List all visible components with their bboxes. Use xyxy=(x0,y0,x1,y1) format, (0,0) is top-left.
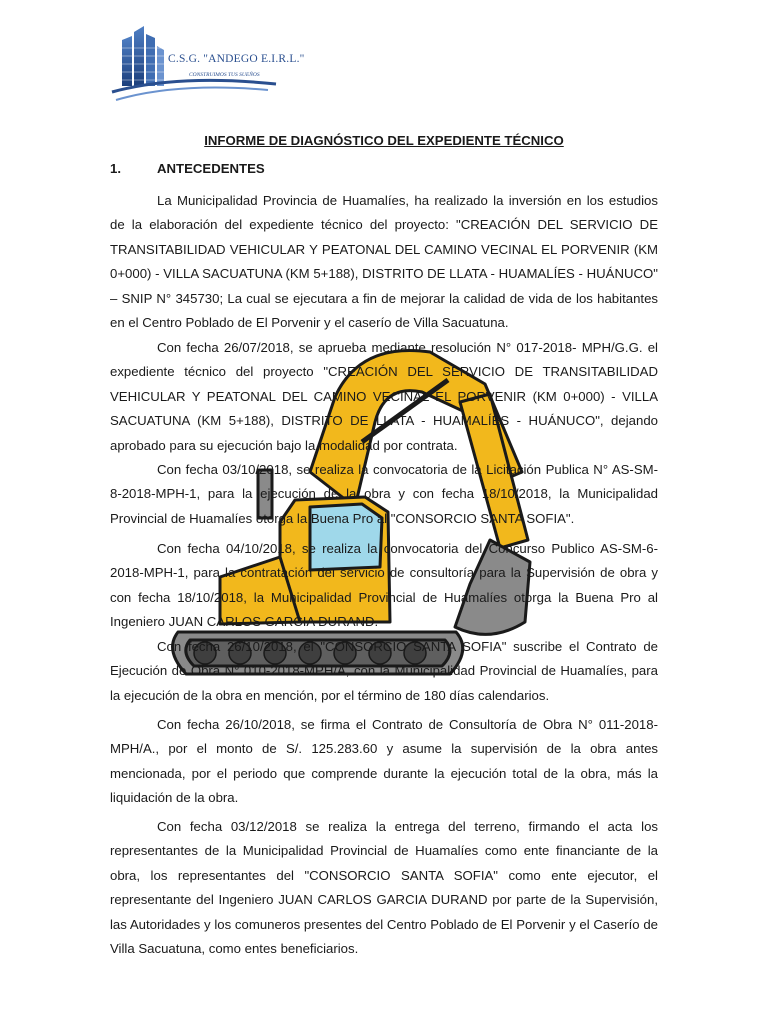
company-logo xyxy=(108,24,305,108)
section-number: 1. xyxy=(110,161,121,176)
paragraph: Con fecha 26/07/2018, se aprueba mediante resolución N° 017-2018- MPH/G.G. el expediente técnico del proyecto "CREACIÓN DEL SERVICIO DE TRANSITABILIDAD VEHICULAR Y PEATONAL DEL CAMINO VECINAL EL PORVENIR (KM 0+000) - VILLA SACUATUNA (KM 5+188), DISTRITO DE LLATA - HUAMALÍES - HUÁNUCO", dejando aprobado para su ejecución bajo la modalidad por contrata. xyxy=(110,340,658,453)
paragraph: Con fecha 26/10/2018, el "CONSORCIO SANTA SOFIA" suscribe el Contrato de Ejecución de Obra N° 010-2018-MPH/A, con la Municipalidad Provincial de Huamalíes, para la ejecución de la obra en mención, por el término de 180 días calendarios. xyxy=(110,639,658,703)
paragraph: Con fecha 04/10/2018, se realiza la convocatoria del Concurso Publico AS-SM-6-2018-MPH-1, para la contratación del servicio de consultoría para la Supervisión de obra y con fecha 18/10/2018, la Municipalidad Provincial de Huamalíes otorga la Buena Pro al Ingeniero JUAN CARLOS GARCIA DURAND. xyxy=(110,541,658,630)
paragraph: Con fecha 03/10/2018, se realiza la convocatoria de la Licitación Publica N° AS-SM-8-2018-MPH-1, para la ejecución de la obra y con fecha 18/10/2018, la Municipalidad Provincial de Huamalíes otorga la Buena Pro al "CONSORCIO SANTA SOFIA". xyxy=(110,462,658,526)
paragraph: Con fecha 03/12/2018 se realiza la entrega del terreno, firmando el acta los representantes de la Municipalidad Provincial de Huamalíes como ente financiante de la obra, los representantes del "CONSORCIO SANTA SOFIA" como ente ejecutor, el representante del Ingeniero JUAN CARLOS GARCIA DURAND por parte de la Supervisión, las Autoridades y los comuneros presentes del Centro Poblado de El Porvenir y el Caserío de Villa Sacuatuna, como entes beneficiarios. xyxy=(110,819,658,957)
building-skyline-logo xyxy=(108,24,288,108)
paragraph: La Municipalidad Provincia de Huamalíes, ha realizado la inversión en los estudios de la elaboración del expediente técnico del proyecto: "CREACIÓN DEL SERVICIO DE TRANSITABILIDAD VEHICULAR Y PEATONAL DEL CAMINO VECINAL EL PORVENIR (KM 0+000) - VILLA SACUATUNA (KM 5+188), DISTRITO DE LLATA - HUAMALÍES - HUÁNUCO" – SNIP N° 345730; La cual se ejecutara a fin de mejorar la calidad de vida de los habitantes en el Centro Poblado de El Porvenir y el caserío de Villa Sacuatuna. xyxy=(110,193,658,331)
paragraph: Con fecha 26/10/2018, se firma el Contrato de Consultoría de Obra N° 011-2018-MPH/A., por el monto de S/. 125.283.60 y asume la supervisión de la obra antes mencionada, por el periodo que comprende durante la ejecución total de la obra, más la liquidación de la obra. xyxy=(110,717,658,806)
section-title: ANTECEDENTES xyxy=(157,161,265,176)
document-title: INFORME DE DIAGNÓSTICO DEL EXPEDIENTE TÉCNICO xyxy=(204,133,564,148)
company-slogan: CONSTRUIMOS TUS SUEÑOS xyxy=(189,72,260,78)
section-heading xyxy=(110,161,265,176)
company-name: C.S.G. "ANDEGO E.I.R.L." xyxy=(168,53,305,65)
